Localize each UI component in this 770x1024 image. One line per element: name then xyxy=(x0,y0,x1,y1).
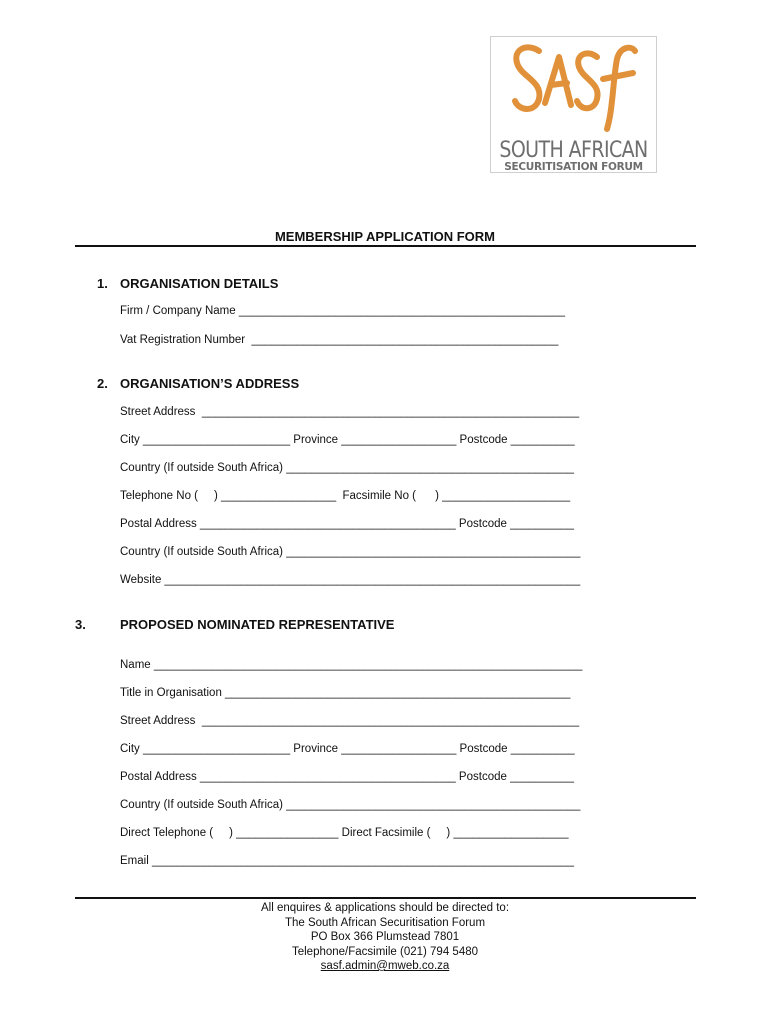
section-2-number: 2. xyxy=(97,376,108,391)
rep-country-field[interactable]: Country (If outside South Africa) ______________________________________________ xyxy=(120,799,581,811)
org-street-address-field[interactable]: Street Address ___________________________________________________________ xyxy=(120,406,580,418)
rep-city-province-postcode-field[interactable]: City _______________________ Province __________________ Postcode __________ xyxy=(120,743,575,755)
vat-registration-field[interactable]: Vat Registration Number ________________________________________________ xyxy=(120,334,559,346)
sasf-logo xyxy=(490,36,657,173)
rep-telephone-facsimile-field[interactable]: Direct Telephone ( ) ________________ Direct Facsimile ( ) __________________ xyxy=(120,827,569,839)
section-3-title: PROPOSED NOMINATED REPRESENTATIVE xyxy=(120,617,395,632)
footer-divider xyxy=(75,897,696,899)
footer-line-organisation: The South African Securitisation Forum xyxy=(284,916,486,929)
section-1-number: 1. xyxy=(97,276,108,291)
footer-email-link[interactable]: sasf.admin@mweb.co.za xyxy=(320,960,450,972)
logo-text-south-african: SOUTH AFRICAN xyxy=(499,137,648,163)
rep-street-address-field[interactable]: Street Address ___________________________________________________________ xyxy=(120,715,580,727)
sasf-logo-mark-icon xyxy=(509,39,639,137)
footer-contact xyxy=(0,901,770,974)
section-2-title: ORGANISATION’S ADDRESS xyxy=(120,376,300,391)
footer-line-telephone: Telephone/Facsimile (021) 794 5480 xyxy=(291,945,479,958)
footer-line-po-box: PO Box 366 Plumstead 7801 xyxy=(310,931,460,943)
footer-line-enquiries: All enquires & applications should be directed to: xyxy=(260,902,510,914)
section-3-number: 3. xyxy=(75,617,86,632)
form-title: MEMBERSHIP APPLICATION FORM xyxy=(274,229,496,244)
org-postal-address-field[interactable]: Postal Address ________________________________________ Postcode __________ xyxy=(120,518,575,530)
rep-name-field[interactable]: Name ___________________________________________________________________ xyxy=(120,659,583,671)
title-divider xyxy=(75,245,696,247)
org-city-province-postcode-field[interactable]: City _______________________ Province __________________ Postcode __________ xyxy=(120,434,575,446)
org-telephone-facsimile-field[interactable]: Telephone No ( ) __________________ Facsimile No ( ) ____________________ xyxy=(120,490,571,502)
logo-text-securitisation-forum: SECURITISATION FORUM xyxy=(504,161,643,173)
org-postal-country-field[interactable]: Country (If outside South Africa) ______________________________________________ xyxy=(120,546,581,558)
org-website-field[interactable]: Website _________________________________________________________________ xyxy=(120,574,581,586)
rep-email-field[interactable]: Email __________________________________________________________________ xyxy=(120,855,575,867)
org-country-field[interactable]: Country (If outside South Africa) _____________________________________________ xyxy=(120,462,574,474)
rep-postal-address-field[interactable]: Postal Address ________________________________________ Postcode __________ xyxy=(120,771,575,783)
firm-company-name-field[interactable]: Firm / Company Name ___________________________________________________ xyxy=(120,305,566,317)
rep-title-field[interactable]: Title in Organisation ______________________________________________________ xyxy=(120,687,571,699)
section-1-title: ORGANISATION DETAILS xyxy=(120,276,279,291)
